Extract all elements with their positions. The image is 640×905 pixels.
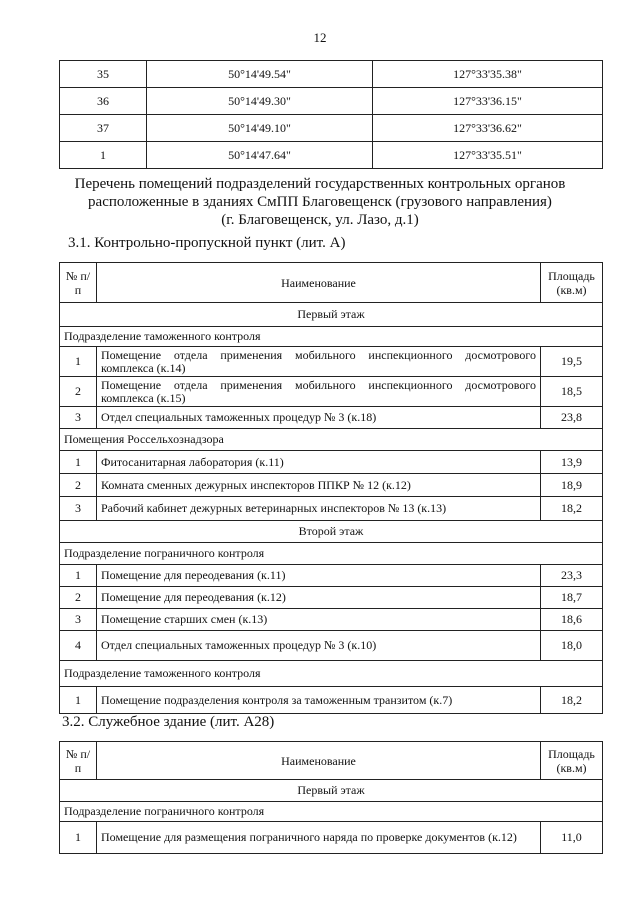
rooms-table	[59, 741, 603, 854]
table-row: 4 Отдел специальных таможенных процедур № 3 (к.10) 18,0	[60, 631, 603, 661]
latitude: 50°14'49.54"	[147, 61, 373, 88]
group-row: Подразделение пограничного контроля	[60, 802, 603, 822]
table-row: 1 Помещение отдела применения мобильного инспекционного досмотрового комплекса (к.14) 19,5	[60, 347, 603, 377]
rooms-table	[59, 262, 603, 714]
title-line: расположенные в зданиях СмПП Благовещенск (грузового направления)	[88, 194, 552, 210]
group-row: Подразделение пограничного контроля	[60, 543, 603, 565]
table-row	[60, 142, 603, 169]
table-row: 3 Помещение старших смен (к.13) 18,6	[60, 609, 603, 631]
group-row: Подразделение таможенного контроля	[60, 327, 603, 347]
document-title	[40, 175, 600, 229]
group-row: Помещения Россельхознадзора	[60, 429, 603, 451]
header-area: Площадь (кв.м)	[541, 263, 603, 303]
latitude: 50°14'47.64"	[147, 142, 373, 169]
table-row: 2 Комната сменных дежурных инспекторов ППКР № 12 (к.12) 18,9	[60, 474, 603, 497]
header-num: № п/п	[60, 263, 97, 303]
longitude: 127°33'36.15"	[373, 88, 603, 115]
table-row: 1 Помещение для переодевания (к.11) 23,3	[60, 565, 603, 587]
title-line: Перечень помещений подразделений государственных контрольных органов	[74, 176, 566, 192]
floor-row: Второй этаж	[60, 521, 603, 543]
table-header	[60, 263, 603, 303]
header-area: Площадь (кв.м)	[541, 742, 603, 780]
point-number: 36	[60, 88, 147, 115]
table-header	[60, 742, 603, 780]
table-row: 1 Фитосанитарная лаборатория (к.11) 13,9	[60, 451, 603, 474]
latitude: 50°14'49.10"	[147, 115, 373, 142]
header-name: Наименование	[97, 263, 541, 303]
point-number: 1	[60, 142, 147, 169]
table-row	[60, 115, 603, 142]
point-number: 37	[60, 115, 147, 142]
longitude: 127°33'36.62"	[373, 115, 603, 142]
table-row: 1 Помещение для размещения пограничного наряда по проверке документов (к.12) 11,0	[60, 822, 603, 854]
table-row: 3 Отдел специальных таможенных процедур № 3 (к.18) 23,8	[60, 407, 603, 429]
group-row: Подразделение таможенного контроля	[60, 661, 603, 687]
title-line: (г. Благовещенск, ул. Лазо, д.1)	[221, 212, 419, 228]
floor-row: Первый этаж	[60, 780, 603, 802]
longitude: 127°33'35.51"	[373, 142, 603, 169]
latitude: 50°14'49.30"	[147, 88, 373, 115]
coordinates-table	[59, 60, 603, 169]
point-number: 35	[60, 61, 147, 88]
table-row: 2 Помещение для переодевания (к.12) 18,7	[60, 587, 603, 609]
header-num: № п/п	[60, 742, 97, 780]
page-number: 12	[313, 30, 327, 45]
longitude: 127°33'35.38"	[373, 61, 603, 88]
table-row: 2 Помещение отдела применения мобильного инспекционного досмотрового комплекса (к.15) 18,5	[60, 377, 603, 407]
section-heading: 3.2. Служебное здание (лит. А28)	[62, 714, 275, 730]
section-heading: 3.1. Контрольно-пропускной пункт (лит. А)	[68, 235, 346, 251]
table-row	[60, 88, 603, 115]
table-row: 3 Рабочий кабинет дежурных ветеринарных инспекторов № 13 (к.13) 18,2	[60, 497, 603, 521]
header-name: Наименование	[97, 742, 541, 780]
table-row: 1 Помещение подразделения контроля за таможенным транзитом (к.7) 18,2	[60, 687, 603, 714]
floor-row: Первый этаж	[60, 303, 603, 327]
table-row	[60, 61, 603, 88]
